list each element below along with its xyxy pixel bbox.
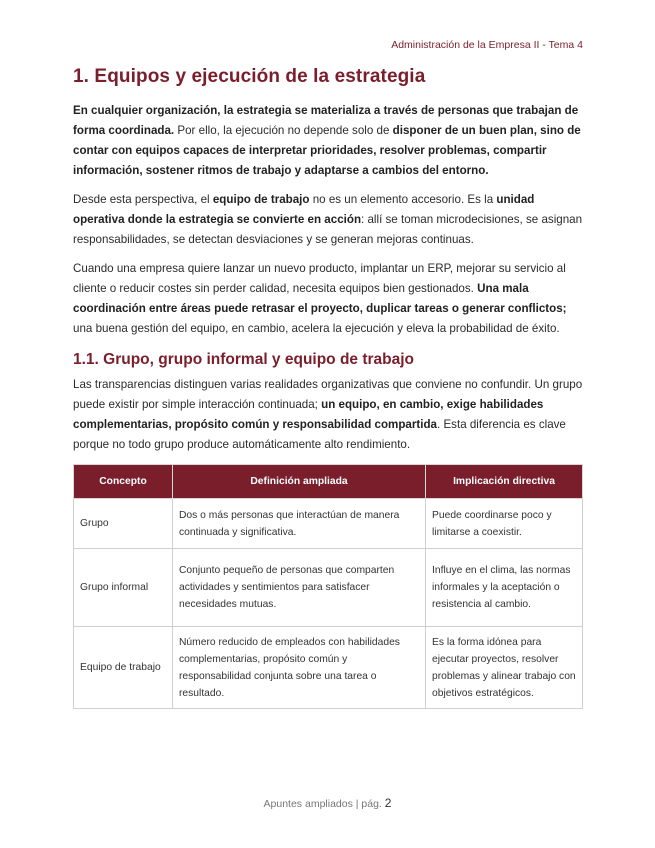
page-footer xyxy=(0,796,655,810)
table-header-cell: Concepto xyxy=(74,465,173,499)
table-cell-implication: Puede coordinarse poco y limitarse a coexistir. xyxy=(426,499,583,549)
subsection-paragraph-1 xyxy=(73,375,583,455)
text-run: : allí se toman microdecisiones, se asignan responsabilidades, se detectan desviaciones y se generan mejoras continuas. xyxy=(73,213,583,246)
text-run: Por ello, la ejecución no depende solo de xyxy=(174,124,393,137)
subsection-title: 1.1. Grupo, grupo informal y equipo de trabajo xyxy=(73,351,415,368)
table-cell-definition: Conjunto pequeño de personas que comparten actividades y sentimientos para satisfacer necesidades mutuas. xyxy=(173,549,426,627)
section-paragraph-1 xyxy=(73,101,583,181)
table-header-cell: Definición ampliada xyxy=(173,465,426,499)
bold-text-run: unidad operativa donde la estrategia se convierte en acción xyxy=(73,193,535,226)
table-cell-implication: Influye en el clima, las normas informales y la aceptación o resistencia al cambio. xyxy=(426,549,583,627)
section-paragraph-2 xyxy=(73,190,583,250)
text-run: . Esta diferencia es clave porque no todo grupo produce automáticamente alto rendimiento. xyxy=(73,418,566,451)
text-run: Desde esta perspectiva, el xyxy=(73,193,213,206)
text-run: Las transparencias distinguen varias realidades organizativas que conviene no confundir. Un grupo puede existir por simple interacción continuada; xyxy=(73,378,583,411)
table-row xyxy=(74,549,583,627)
bold-text-run: un equipo, en cambio, exige habilidades complementarias, propósito común y responsabilidad compartida xyxy=(73,398,544,431)
running-header: Administración de la Empresa II - Tema 4 xyxy=(391,39,583,51)
page-content xyxy=(73,66,583,709)
text-run: Cuando una empresa quiere lanzar un nuevo producto, implantar un ERP, mejorar su servicio al cliente o reducir costes sin perder calidad, necesita equipos bien gestionados. xyxy=(73,262,566,295)
concepts-table xyxy=(73,464,583,709)
page-number: 2 xyxy=(384,796,392,810)
table-cell-concept: Grupo informal xyxy=(74,549,173,627)
table-cell-implication: Es la forma idónea para ejecutar proyectos, resolver problemas y alinear trabajo con objetivos estratégicos. xyxy=(426,627,583,709)
text-run: una buena gestión del equipo, en cambio, acelera la ejecución y eleva la probabilidad de éxito. xyxy=(73,322,560,335)
table-cell-definition: Número reducido de empleados con habilidades complementarias, propósito común y responsabilidad conjunta sobre una tarea o resultado. xyxy=(173,627,426,709)
table-cell-definition: Dos o más personas que interactúan de manera continuada y significativa. xyxy=(173,499,426,549)
footer-label: Apuntes ampliados | pág. xyxy=(263,798,385,810)
bold-text-run: Una mala coordinación entre áreas puede retrasar el proyecto, duplicar tareas o generar conflictos; xyxy=(73,282,567,315)
text-run: no es un elemento accesorio. Es la xyxy=(309,193,497,206)
table-header-row xyxy=(74,465,583,499)
section-title: 1. Equipos y ejecución de la estrategia xyxy=(73,66,426,87)
table-row xyxy=(74,627,583,709)
table-header-cell: Implicación directiva xyxy=(426,465,583,499)
table-row xyxy=(74,499,583,549)
bold-text-run: disponer de un buen plan, sino de contar con equipos capaces de interpretar prioridades, resolver problemas, compartir información, sostener ritmos de trabajo y adaptarse a cambios del entorno. xyxy=(73,124,581,177)
table-cell-concept: Grupo xyxy=(74,499,173,549)
section-paragraph-3 xyxy=(73,259,583,339)
bold-text-run: En cualquier organización, la estrategia se materializa a través de personas que trabajan de forma coordinada. xyxy=(73,104,579,137)
table-cell-concept: Equipo de trabajo xyxy=(74,627,173,709)
bold-text-run: equipo de trabajo xyxy=(212,193,310,206)
